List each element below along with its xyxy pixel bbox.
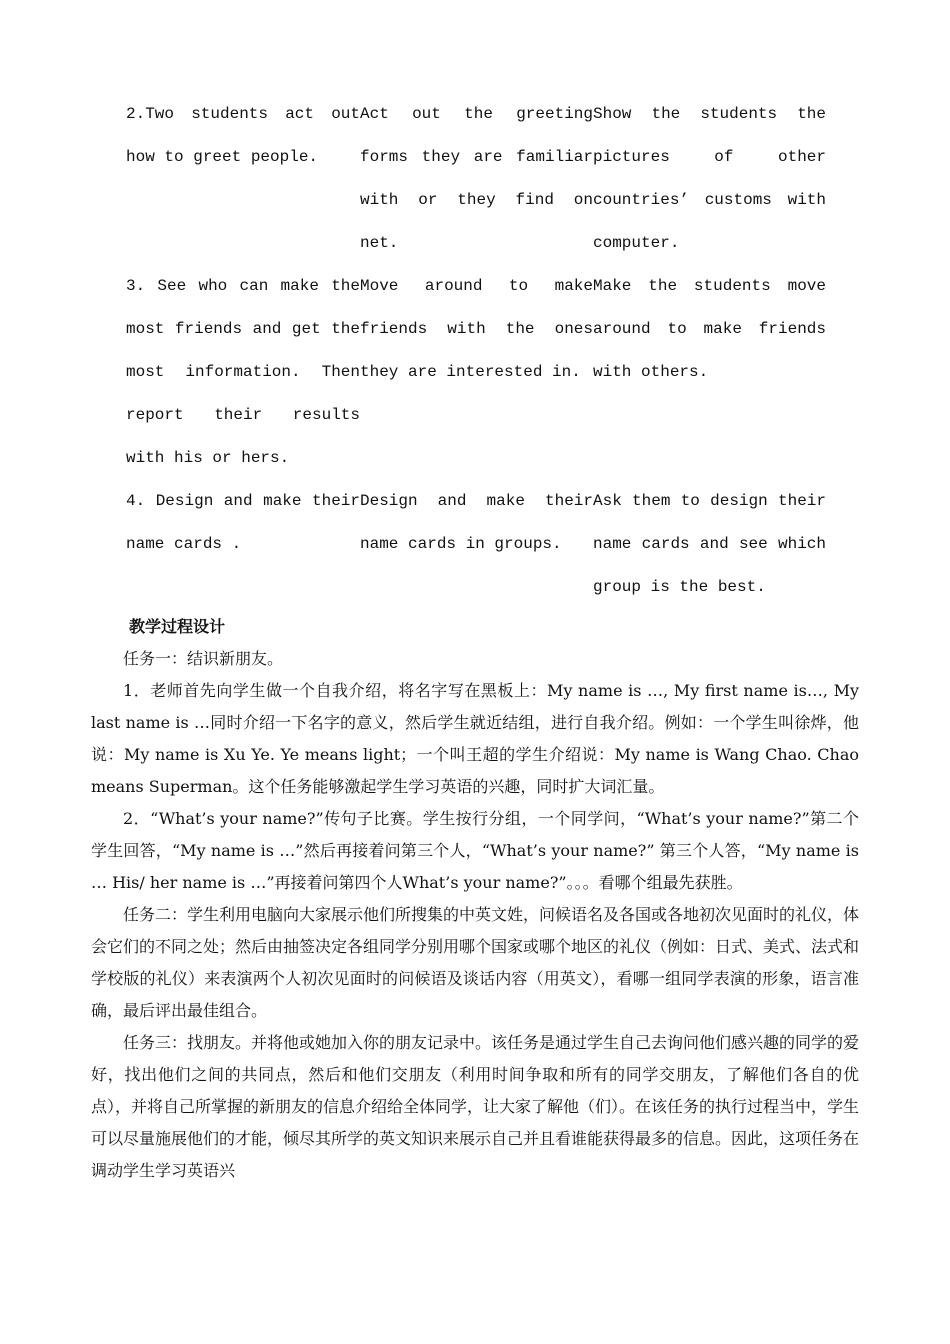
paragraph: 任务二：学生利用电脑向大家展示他们所搜集的中英文姓，问候语名及各国或各地初次见面时的礼仪，体会它们的不同之处；然后由抽签决定各组同学分别用哪个国家或哪个地区的礼仪（例如：日式、美式、法式和学校版的礼仪）来表演两个人初次见面时的问候语及谈话内容（用英文），看哪一组同学表演的形象，语言准确，最后评出最佳组合。	[91, 905, 860, 1020]
paragraph: 2．“What’s your name?”传句子比赛。学生按行分组，一个同学问，“What’s your name?”第二个学生回答，“My name is …”然后再接着问第三个人，“What’s your name?” 第三个人答，“My name is … His/ her name is …”再接着问第四个人What’s your name?”。。。看哪个组最先获胜。	[91, 809, 859, 892]
table-cell-teacher-activity: Ask them to design their name cards and see which group is the best.	[593, 492, 826, 596]
paragraph: 任务三：找朋友。并将他或她加入你的朋友记录中。该任务是通过学生自己去询问他们感兴趣的同学的爱好，找出他们之间的共同点，然后和他们交朋友（利用时间争取和所有的同学交朋友，了解他们各自的优点），并将自己所掌握的新朋友的信息介绍给全体同学，让大家了解他（们）。在该任务的执行过程当中，学生可以尽量施展他们的才能，倾尽其所学的英文知识来展示自己并且看谁能获得最多的信息。因此，这项任务在调动学生学习英语兴	[91, 1033, 860, 1180]
activity-table	[126, 93, 826, 609]
table-cell-student-activity: 4. Design and make their name cards .	[126, 492, 360, 553]
paragraph: 1．老师首先向学生做一个自我介绍，将名字写在黑板上：My name is …, My first name is…, My last name is …同时介绍一下名字的意义，然后学生就近结组，进行自我介绍。例如：一个学生叫徐烨，他说：My name is Xu Ye. Ye means light；一个叫王超的学生介绍说：My name is Wang Chao. Chao means Superman。这个任务能够激起学生学习英语的兴趣，同时扩大词汇量。	[91, 681, 859, 796]
section-heading: 教学过程设计	[129, 617, 226, 636]
table-cell-group-activity: Design and make their name cards in groups.	[360, 492, 593, 553]
table-cell-student-activity: 2.Two students act out how to greet people.	[126, 105, 360, 166]
table-cell-teacher-activity: Make the students move around to make friends with others.	[593, 277, 826, 381]
table-cell-group-activity: Move around to make friends with the ones they are interested in.	[360, 277, 593, 381]
lesson-design-section	[91, 611, 859, 1187]
table-cell-teacher-activity: Show the students the pictures of other countries’ customs with computer.	[593, 105, 826, 252]
table-row	[126, 265, 826, 480]
table-row	[126, 480, 826, 609]
table-cell-group-activity: Act out the greeting forms they are familiar with or they find on net.	[360, 105, 593, 252]
table-row	[126, 93, 826, 265]
table-cell-student-activity: 3. See who can make the most friends and get the most information. Then report their results with his or hers.	[126, 277, 360, 467]
paragraph: 任务一：结识新朋友。	[123, 649, 284, 668]
